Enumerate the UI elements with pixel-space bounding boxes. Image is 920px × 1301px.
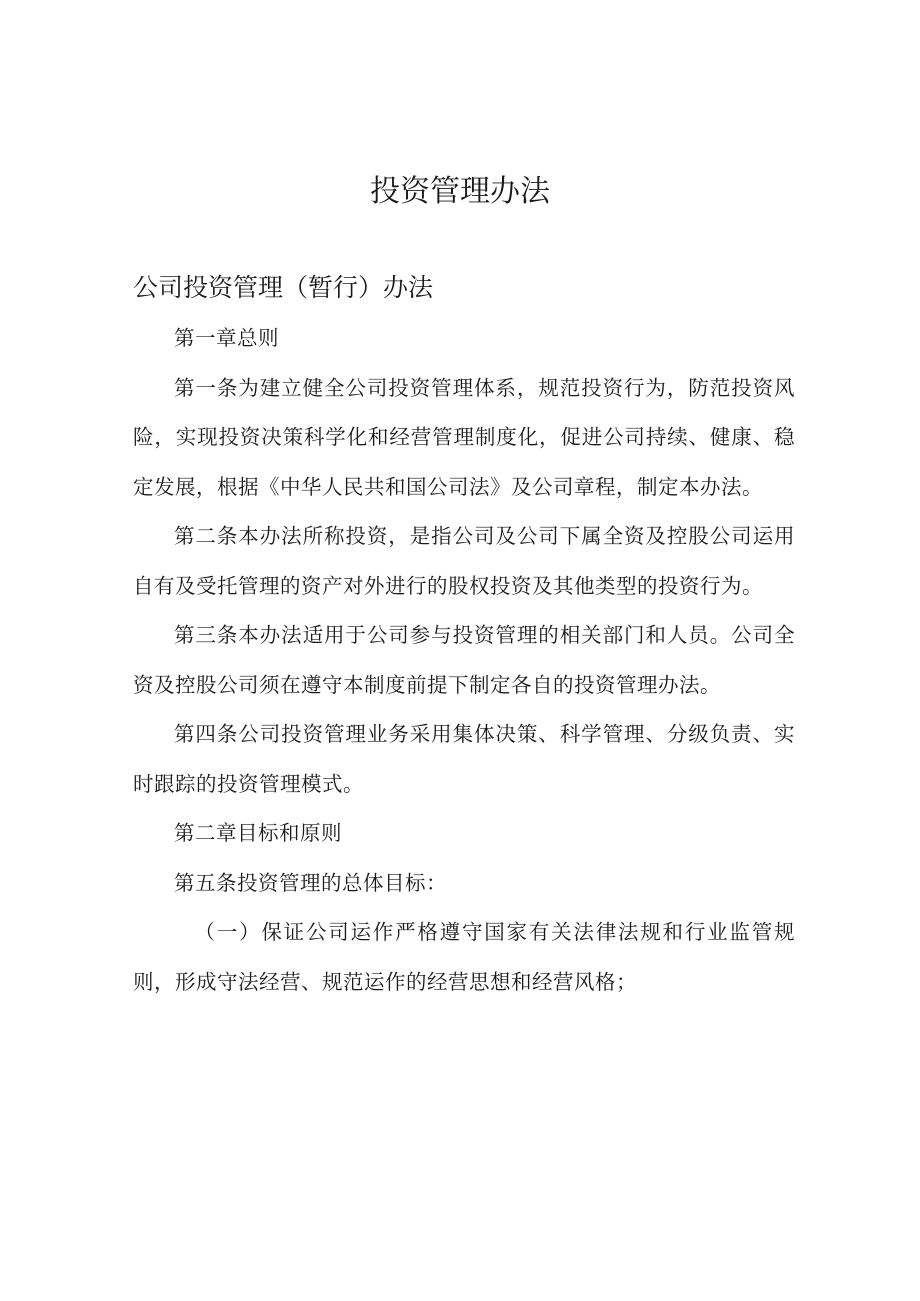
article-paragraph: 第一条为建立健全公司投资管理体系，规范投资行为，防范投资风险，实现投资决策科学化和经营管理制度化，促进公司持续、健康、稳定发展，根据《中华人民共和国公司法》及公司章程，制定本办法。	[133, 375, 795, 499]
article-paragraph: 第二条本办法所称投资，是指公司及公司下属全资及控股公司运用自有及受托管理的资产对外进行的股权投资及其他类型的投资行为。	[133, 524, 795, 598]
article-paragraph: 第三条本办法适用于公司参与投资管理的相关部门和人员。公司全资及控股公司须在遵守本制度前提下制定各自的投资管理办法。	[133, 623, 795, 697]
chapter-heading: 第一章总则	[174, 326, 279, 350]
clause-paragraph: （一）保证公司运作严格遵守国家有关法律法规和行业监管规则，形成守法经营、规范运作的经营思想和经营风格；	[133, 920, 795, 994]
article-paragraph: 第五条投资管理的总体目标：	[174, 870, 447, 895]
document-title: 投资管理办法	[370, 174, 550, 209]
document-body	[133, 314, 795, 1007]
article-paragraph: 第四条公司投资管理业务采用集体决策、科学管理、分级负责、实时跟踪的投资管理模式。	[133, 722, 795, 796]
chapter-heading: 第二章目标和原则	[174, 821, 342, 845]
document-subtitle: 公司投资管理（暂行）办法	[133, 273, 434, 302]
